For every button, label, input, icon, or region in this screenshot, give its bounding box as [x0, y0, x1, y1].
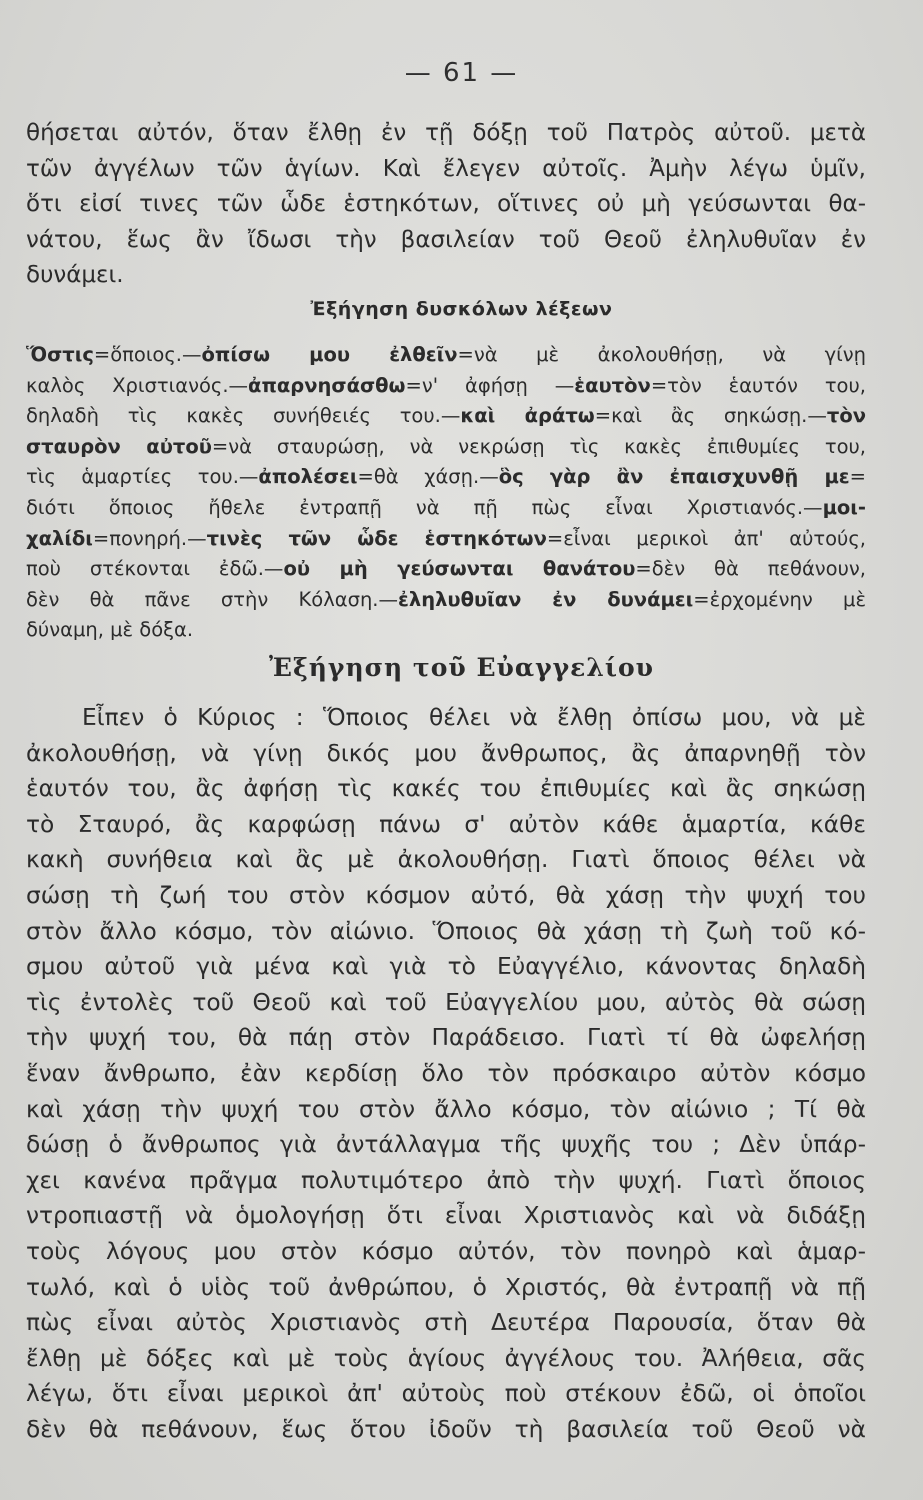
explanation-paragraph: [26, 700, 866, 1447]
glossary-definition: =δὲν θὰ πεθάνουν,: [635, 557, 866, 581]
explanation-line: δὲν θὰ πεθάνουν, ἕως ὅτου ἰδοῦν τὴ βασιλεία τοῦ Θεοῦ νὰ: [26, 1415, 866, 1443]
glossary-term: ὃς γὰρ ἂν ἐπαισχυνθῇ με: [498, 465, 850, 489]
glossary-definition: =νὰ σταυρώσῃ, νὰ νεκρώσῃ τὶς κακὲς ἐπιθυμίες του,: [211, 434, 866, 458]
glossary-definition: =νὰ μὲ ἀκολουθήσῃ, νὰ γίνῃ: [457, 343, 867, 366]
glossary-definition: =εἶναι μερικοὶ ἀπ' αὐτούς,: [546, 526, 866, 550]
glossary-term: χαλίδι: [26, 526, 93, 550]
glossary-line: [26, 493, 866, 524]
glossary-definition: =καὶ ἂς σηκώσῃ.—: [594, 404, 827, 428]
glossary-definition: =πονηρή.—: [92, 526, 207, 550]
glossary-definition: =ν' ἀφήσῃ —: [405, 373, 575, 397]
glossary-definition: δηλαδὴ τὶς κακὲς συνήθειές του.—: [26, 404, 461, 428]
intro-line: νάτου, ἕως ἂν ἴδωσι τὴν βασιλείαν τοῦ Θεοῦ ἐληλυθυῖαν ἐν: [26, 226, 866, 253]
glossary-definition: =ἐρχομένην μὲ: [693, 587, 866, 611]
explanation-line: τὸ Σταυρό, ἂς καρφώσῃ πάνω σ' αὐτὸν κάθε ἁμαρτία, κάθε: [26, 810, 866, 838]
glossary-definition: καλὸς Χριστιανός.—: [26, 373, 249, 397]
glossary-line: [26, 615, 866, 646]
glossary-term: καὶ ἀράτω: [460, 404, 595, 428]
glossary-term: οὐ μὴ γεύσωνται θανάτου: [283, 557, 636, 581]
glossary-definition: δύναμη, μὲ δόξα.: [26, 618, 194, 642]
glossary-term: ἐληλυθυῖαν ἐν δυνάμει: [398, 587, 694, 611]
glossary-definition: =ὅποιος.—: [93, 343, 202, 366]
glossary-term: ἀπαρνησάσθω: [248, 373, 406, 397]
explanation-line: πὼς εἶναι αὐτὸς Χριστιανὸς στὴ Δευτέρα Παρουσία, ὅταν θὰ: [26, 1309, 866, 1337]
glossary-definition: τὶς ἁμαρτίες του.—: [26, 465, 259, 489]
glossary-definition: =θὰ χάσῃ.—: [357, 465, 499, 489]
glossary-term: σταυρὸν αὐτοῦ: [26, 434, 212, 458]
glossary-term: Ὅστις: [26, 343, 94, 366]
page-number: — 61 —: [404, 58, 519, 88]
glossary-line: [26, 585, 866, 616]
explanation-line: λέγω, ὅτι εἶναι μερικοὶ ἀπ' αὐτοὺς ποὺ στέκουν ἐδῶ, οἱ ὁποῖοι: [26, 1380, 866, 1408]
glossary-term: μοι-: [822, 495, 866, 519]
glossary-definition: =: [849, 465, 867, 489]
explanation-line: σώσῃ τὴ ζωή του στὸν κόσμον αὐτό, θὰ χάσῃ τὴν ψυχή του: [26, 881, 866, 909]
intro-paragraph: [26, 116, 866, 294]
glossary-term: τὸν: [826, 404, 866, 428]
explanation-line: ἑαυτόν του, ἂς ἀφήσῃ τὶς κακές του ἐπιθυμίες καὶ ἂς σηκώσῃ: [26, 775, 866, 803]
intro-line: τῶν ἀγγέλων τῶν ἁγίων. Καὶ ἔλεγεν αὐτοῖς. Ἀμὴν λέγω ὑμῖν,: [26, 155, 866, 182]
glossary-line: [26, 524, 866, 555]
intro-line: δυνάμει.: [26, 262, 124, 288]
explanation-line: τὴν ψυχή του, θὰ πάῃ στὸν Παράδεισο. Γιατὶ τί θὰ ὠφελήσῃ: [26, 1024, 866, 1052]
glossary-definition: δὲν θὰ πᾶνε στὴν Κόλαση.—: [26, 587, 398, 611]
explanation-line: καὶ χάσῃ τὴν ψυχή του στὸν ἄλλο κόσμο, τὸν αἰώνιο ; Τί θὰ: [26, 1095, 866, 1123]
glossary-line: [26, 371, 866, 402]
glossary-paragraph: [26, 340, 866, 646]
explanation-line: ἀκολουθήσῃ, νὰ γίνῃ δικός μου ἄνθρωπος, ἂς ἀπαρνηθῇ τὸν: [26, 739, 866, 767]
explanation-line: δώσῃ ὁ ἄνθρωπος γιὰ ἀντάλλαγμα τῆς ψυχῆς του ; Δὲν ὑπάρ-: [26, 1131, 866, 1159]
glossary-line: [26, 340, 866, 371]
explanation-line: Εἶπεν ὁ Κύριος : Ὅποιος θέλει νὰ ἔλθῃ ὀπίσω μου, νὰ μὲ: [82, 704, 866, 731]
glossary-definition: =τὸν ἑαυτόν του,: [650, 373, 866, 397]
glossary-line: [26, 462, 866, 493]
glossary-term: ἀπολέσει: [258, 465, 358, 489]
glossary-line: [26, 401, 866, 432]
explanation-line: στὸν ἄλλο κόσμο, τὸν αἰώνιο. Ὅποιος θὰ χάσῃ τὴ ζωὴ τοῦ κό-: [26, 917, 866, 945]
glossary-heading: Ἐξήγηση δυσκόλων λέξεων: [310, 298, 613, 320]
explanation-line: σμου αὐτοῦ γιὰ μένα καὶ γιὰ τὸ Εὐαγγέλιο, κάνοντας δηλαδὴ: [26, 953, 866, 981]
glossary-definition: ποὺ στέκονται ἐδῶ.—: [26, 557, 284, 581]
glossary-definition: διότι ὅποιος ἤθελε ἐντραπῇ νὰ πῇ πὼς εἶναι Χριστιανός.—: [26, 495, 823, 519]
glossary-term: ὀπίσω μου ἐλθεῖν: [201, 343, 458, 366]
glossary-line: [26, 432, 866, 463]
explanation-line: ἕναν ἄνθρωπο, ἐὰν κερδίσῃ ὅλο τὸν πρόσκαιρο αὐτὸν κόσμο: [26, 1059, 866, 1087]
explanation-heading: Ἐξήγηση τοῦ Εὐαγγελίου: [269, 653, 654, 682]
glossary-term: ἑαυτὸν: [574, 373, 651, 397]
explanation-line: χει κανένα πρᾶγμα πολυτιμότερο ἀπὸ τὴν ψυχή. Γιατὶ ὅποιος: [26, 1166, 866, 1194]
explanation-line: τοὺς λόγους μου στὸν κόσμο αὐτόν, τὸν πονηρὸ καὶ ἁμαρ-: [26, 1237, 866, 1265]
explanation-line: τὶς ἐντολὲς τοῦ Θεοῦ καὶ τοῦ Εὐαγγελίου μου, αὐτὸς θὰ σώσῃ: [26, 988, 866, 1016]
intro-line: θήσεται αὐτόν, ὅταν ἔλθῃ ἐν τῇ δόξῃ τοῦ Πατρὸς αὐτοῦ. μετὰ: [26, 120, 866, 146]
glossary-line: [26, 554, 866, 585]
explanation-line: ντροπιαστῇ νὰ ὁμολογήσῃ ὅτι εἶναι Χριστιανὸς καὶ νὰ διδάξῃ: [26, 1202, 866, 1230]
explanation-line: κακὴ συνήθεια καὶ ἂς μὲ ἀκολουθήσῃ. Γιατὶ ὅποιος θέλει νὰ: [26, 846, 866, 874]
explanation-line: τωλό, καὶ ὁ υἱὸς τοῦ ἀνθρώπου, ὁ Χριστός, θὰ ἐντραπῇ νὰ πῇ: [26, 1273, 866, 1301]
explanation-line: ἔλθῃ μὲ δόξες καὶ μὲ τοὺς ἁγίους ἀγγέλους του. Ἀλήθεια, σᾶς: [26, 1344, 866, 1372]
glossary-term: τινὲς τῶν ὧδε ἑστηκότων: [206, 526, 547, 550]
intro-line: ὅτι εἰσί τινες τῶν ὧδε ἑστηκότων, οἵτινες οὐ μὴ γεύσωνται θα-: [26, 191, 866, 217]
